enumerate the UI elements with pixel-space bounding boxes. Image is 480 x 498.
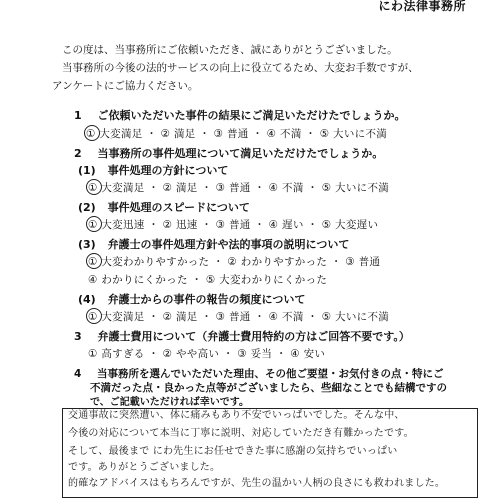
question-2-3-options-row-1: ① 大変わかりやすかった ・ ② わかりやすかった ・ ③ 普通 bbox=[88, 256, 381, 268]
handwritten-line-4: です。ありがとうございました。 bbox=[68, 462, 221, 473]
intro-line-1: この度は、当事務所にご依頼いただき、誠にありがとうございました。 bbox=[62, 44, 398, 56]
question-2-3-number: (3) bbox=[78, 238, 96, 251]
handwritten-line-3: そして、最後まで にわ先生にお任せできた事に感謝の気持ちでいっぱい bbox=[68, 446, 398, 457]
question-1-number: 1 bbox=[74, 109, 82, 122]
question-3-number: 3 bbox=[74, 330, 82, 343]
question-2-4-number: (4) bbox=[78, 293, 96, 306]
question-2-1-options: ① 大変満足 ・ ② 満足 ・ ③ 普通 ・ ④ 不満 ・ ⑤ 大いに不満 bbox=[88, 182, 390, 194]
firm-name: にわ法律事務所 bbox=[378, 0, 466, 13]
question-1-options: ① 大変満足 ・ ② 満足 ・ ③ 普通 ・ ④ 不満 ・ ⑤ 大いに不満 bbox=[86, 128, 388, 140]
question-4-line-2: 不満だった点・良かった点等がございましたら、些細なことでも結構ですの bbox=[90, 382, 447, 394]
selected-answer-circle bbox=[86, 216, 102, 232]
question-1-text: ご依頼いただいた事件の結果にご満足いただけたでしょうか。 bbox=[97, 109, 406, 122]
handwritten-line-5: 的確なアドバイスはもちろんですが、先生の温かい人柄の良さにも救われました。 bbox=[68, 478, 446, 489]
question-4-line-1: 当事務所を選んでいただいた理由、その他ご要望・お気付きの点・特にご bbox=[96, 368, 444, 380]
question-2-4 bbox=[78, 291, 305, 307]
question-2-4-options: ① 大変満足 ・ ② 満足 ・ ③ 普通 ・ ④ 不満 ・ ⑤ 大いに不満 bbox=[88, 311, 390, 323]
intro-line-3: アンケートにご協力ください。 bbox=[52, 80, 199, 92]
question-2-1 bbox=[78, 162, 228, 178]
handwritten-line-2: 今後の対応について本当に丁寧に説明、対応していただき有難かったです。 bbox=[68, 428, 414, 439]
question-2-2 bbox=[78, 199, 250, 215]
question-2-3-text: 弁護士の事件処理方針や法的事項の説明について bbox=[107, 238, 350, 251]
selected-answer-circle bbox=[86, 253, 102, 269]
question-2-4-text: 弁護士からの事件の報告の頻度について bbox=[107, 293, 306, 306]
question-2-1-number: (1) bbox=[78, 164, 96, 177]
question-2-1-text: 事件処理の方針について bbox=[107, 164, 229, 177]
question-3-options: ① 高すぎる ・ ② やや高い ・ ③ 妥当 ・ ④ 安い bbox=[88, 348, 326, 360]
question-3 bbox=[74, 328, 410, 344]
question-4-line-3: で、ご記載いただければ幸いです。 bbox=[90, 397, 249, 408]
question-2-2-text: 事件処理のスピードについて bbox=[107, 201, 250, 214]
intro-line-2: 当事務所の今後の法的サービスの向上に役立てるため、大変お手数ですが、 bbox=[62, 62, 419, 74]
question-2-3 bbox=[78, 236, 349, 252]
question-4 bbox=[74, 366, 443, 381]
selected-answer-circle bbox=[86, 308, 102, 324]
question-2-2-options: ① 大変迅速 ・ ② 迅速 ・ ③ 普通 ・ ④ 遅い ・ ⑤ 大変遅い bbox=[88, 219, 379, 231]
selected-answer-circle bbox=[86, 179, 102, 195]
selected-answer-circle bbox=[84, 125, 100, 141]
handwritten-line-1: 交通事故に突然遭い、体に痛みもあり不安でいっぱいでした。そんな中、 bbox=[68, 410, 405, 421]
question-2 bbox=[74, 145, 383, 161]
question-2-text: 当事務所の事件処理について満足いただけたでしょうか。 bbox=[97, 147, 384, 160]
question-4-number: 4 bbox=[74, 368, 82, 380]
question-2-3-options-row-2: ④ わかりにくかった ・ ⑤ 大変わかりにくかった bbox=[88, 274, 328, 286]
question-3-text: 弁護士費用について（弁護士費用特約の方はご回答不要です。） bbox=[97, 330, 410, 343]
question-2-number: 2 bbox=[74, 147, 82, 160]
question-2-2-number: (2) bbox=[78, 201, 96, 214]
question-1 bbox=[74, 107, 406, 123]
